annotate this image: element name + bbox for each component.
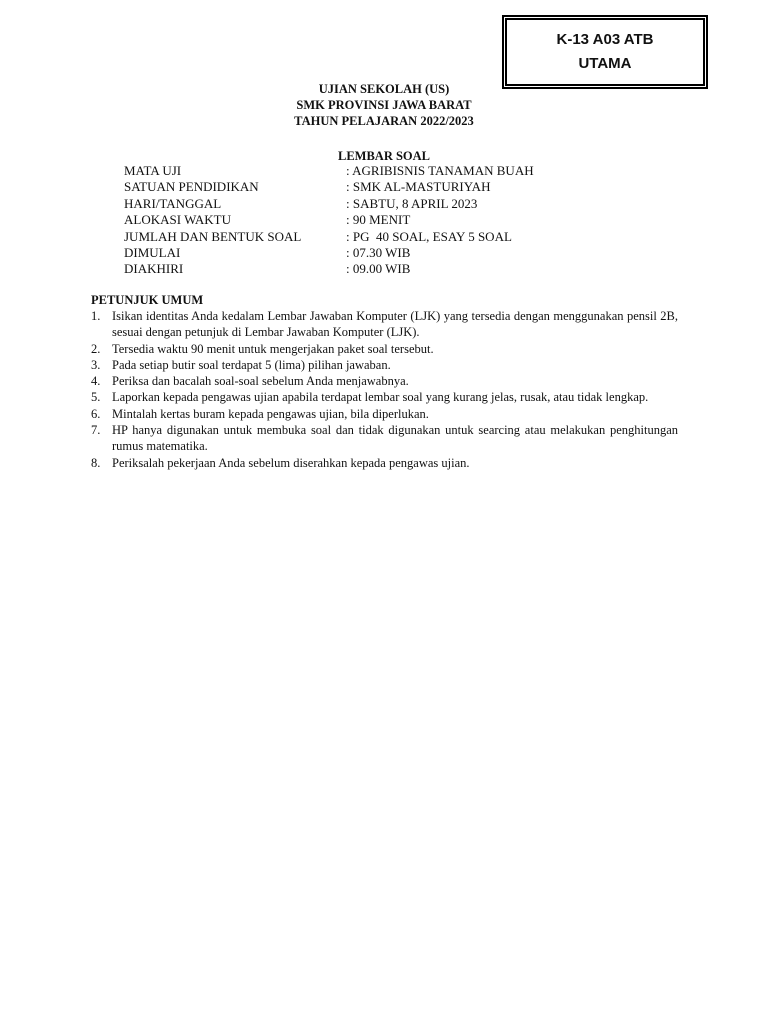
item-number: 8.	[91, 455, 101, 470]
header-exam-name: UJIAN SEKOLAH (US)	[318, 82, 450, 96]
info-value: : 07.30 WIB	[346, 244, 411, 260]
list-item	[91, 406, 678, 422]
exam-variant: UTAMA	[578, 55, 632, 72]
item-text: Periksalah pekerjaan Anda sebelum diserahkan kepada pengawas ujian.	[112, 455, 470, 470]
item-text: Tersedia waktu 90 menit untuk mengerjakan paket soal tersebut.	[112, 341, 434, 356]
info-label: MATA UJI	[124, 163, 182, 178]
info-row	[124, 179, 534, 195]
info-label: JUMLAH DAN BENTUK SOAL	[124, 228, 302, 244]
instructions-list	[91, 308, 678, 471]
info-row	[124, 163, 534, 179]
info-label: ALOKASI WAKTU	[124, 212, 232, 228]
info-value: : SMK AL-MASTURIYAH	[346, 179, 491, 195]
info-value: : PG 40 SOAL, ESAY 5 SOAL	[346, 228, 512, 244]
item-text: HP hanya digunakan untuk membuka soal dan tidak digunakan untuk searcing atau melakukan penghitungan rumus matematika.	[112, 423, 678, 454]
item-number: 1.	[91, 309, 101, 323]
info-value: : 90 MENIT	[346, 212, 411, 228]
list-item	[91, 308, 678, 341]
sheet-title: LEMBAR SOAL	[337, 149, 431, 163]
item-text: Mintalah kertas buram kepada pengawas ujian, bila diperlukan.	[112, 406, 429, 421]
item-number: 4.	[91, 374, 101, 389]
exam-code: K-13 A03 ATB	[556, 31, 654, 48]
list-item	[91, 389, 678, 405]
item-number: 5.	[91, 390, 101, 405]
info-row	[124, 261, 534, 277]
list-item	[91, 373, 678, 389]
info-row	[124, 212, 534, 228]
info-label: HARI/TANGGAL	[124, 195, 222, 211]
exam-code-box	[502, 15, 708, 89]
instructions-title: PETUNJUK UMUM	[91, 293, 204, 307]
header-school: SMK PROVINSI JAWA BARAT	[296, 98, 472, 112]
info-label: DIAKHIRI	[124, 261, 184, 277]
item-text: Periksa dan bacalah soal-soal sebelum Anda menjawabnya.	[112, 374, 409, 389]
exam-info-table	[124, 163, 534, 278]
item-text: Isikan identitas Anda kedalam Lembar Jawaban Komputer (LJK) yang tersedia dengan menggunakan pensil 2B, sesuai dengan petunjuk di Lembar Jawaban Komputer (LJK).	[112, 309, 678, 340]
info-row	[124, 245, 534, 261]
info-label: DIMULAI	[124, 244, 181, 260]
item-number: 3.	[91, 357, 101, 372]
document-header	[0, 81, 768, 129]
item-text: Pada setiap butir soal terdapat 5 (lima) pilihan jawaban.	[112, 357, 391, 372]
list-item	[91, 422, 678, 455]
info-label: SATUAN PENDIDIKAN	[124, 179, 259, 195]
header-school-year: TAHUN PELAJARAN 2022/2023	[294, 114, 474, 128]
item-text: Laporkan kepada pengawas ujian apabila terdapat lembar soal yang kurang jelas, rusak, atau tidak lengkap.	[112, 390, 649, 405]
list-item	[91, 455, 678, 471]
info-value: : SABTU, 8 APRIL 2023	[346, 195, 478, 211]
list-item	[91, 341, 678, 357]
info-value: : AGRIBISNIS TANAMAN BUAH	[346, 163, 534, 178]
item-number: 2.	[91, 341, 101, 356]
info-row	[124, 229, 534, 245]
info-value: : 09.00 WIB	[346, 261, 411, 277]
list-item	[91, 357, 678, 373]
item-number: 6.	[91, 406, 101, 421]
item-number: 7.	[91, 423, 101, 438]
info-row	[124, 196, 534, 212]
